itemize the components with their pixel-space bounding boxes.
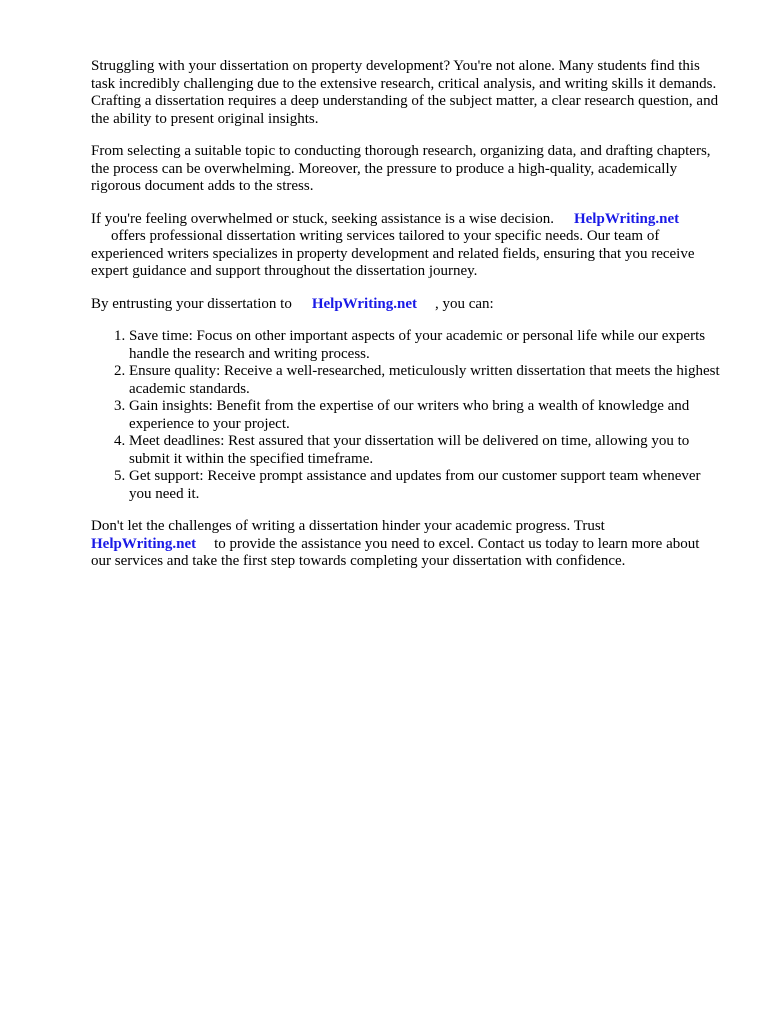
closing-text-before: Don't let the challenges of writing a dissertation hinder your academic progress. Trust <box>91 518 605 534</box>
list-item: 4. Meet deadlines: Rest assured that your dissertation will be delivered on time, allowing you to submit it within the specified timeframe. <box>129 433 723 468</box>
helpwriting-link-2[interactable]: HelpWriting.net <box>311 295 417 312</box>
process-paragraph: From selecting a suitable topic to conducting thorough research, organizing data, and drafting chapters, the process can be overwhelming. Moreover, the pressure to produce a high-quality, academically rigorous document adds to the stress. <box>91 143 711 194</box>
benefits-list <box>91 328 723 503</box>
entrusting-paragraph <box>91 296 723 314</box>
entrusting-text-after: , you can: <box>434 295 494 312</box>
helpwriting-link-3[interactable]: HelpWriting.net <box>91 535 197 552</box>
intro-paragraph: Struggling with your dissertation on property development? You're not alone. Many students find this task incredibly challenging due to the extensive research, critical analysis, and writing skills it demands. Crafting a dissertation requires a deep understanding of the subject matter, a clear research question, and the ability to present original insights. <box>91 58 719 127</box>
document-page <box>91 58 723 586</box>
entrusting-text-before: By entrusting your dissertation to <box>91 295 292 312</box>
helpwriting-link-1[interactable]: HelpWriting.net <box>573 210 680 227</box>
list-item: 1. Save time: Focus on other important aspects of your academic or personal life while our experts handle the research and writing process. <box>129 328 723 363</box>
list-item: 3. Gain insights: Benefit from the expertise of our writers who bring a wealth of knowledge and experience to your project. <box>129 398 723 433</box>
closing-text-after: to provide the assistance you need to excel. Contact us today to learn more about our services and take the first step towards completing your dissertation with confidence. <box>91 535 700 569</box>
assistance-paragraph <box>91 211 723 281</box>
list-item: 5. Get support: Receive prompt assistance and updates from our customer support team whenever you need it. <box>129 468 723 503</box>
assistance-text-after: offers professional dissertation writing services tailored to your specific needs. Our team of experienced writers specializes in property development and related fields, ensuring that you receive expert guidance and support throughout the dissertation journey. <box>91 228 695 279</box>
assistance-text-before: If you're feeling overwhelmed or stuck, seeking assistance is a wise decision. <box>91 210 554 227</box>
list-item: 2. Ensure quality: Receive a well-researched, meticulously written dissertation that meets the highest academic standards. <box>129 363 723 398</box>
closing-paragraph <box>91 518 723 571</box>
